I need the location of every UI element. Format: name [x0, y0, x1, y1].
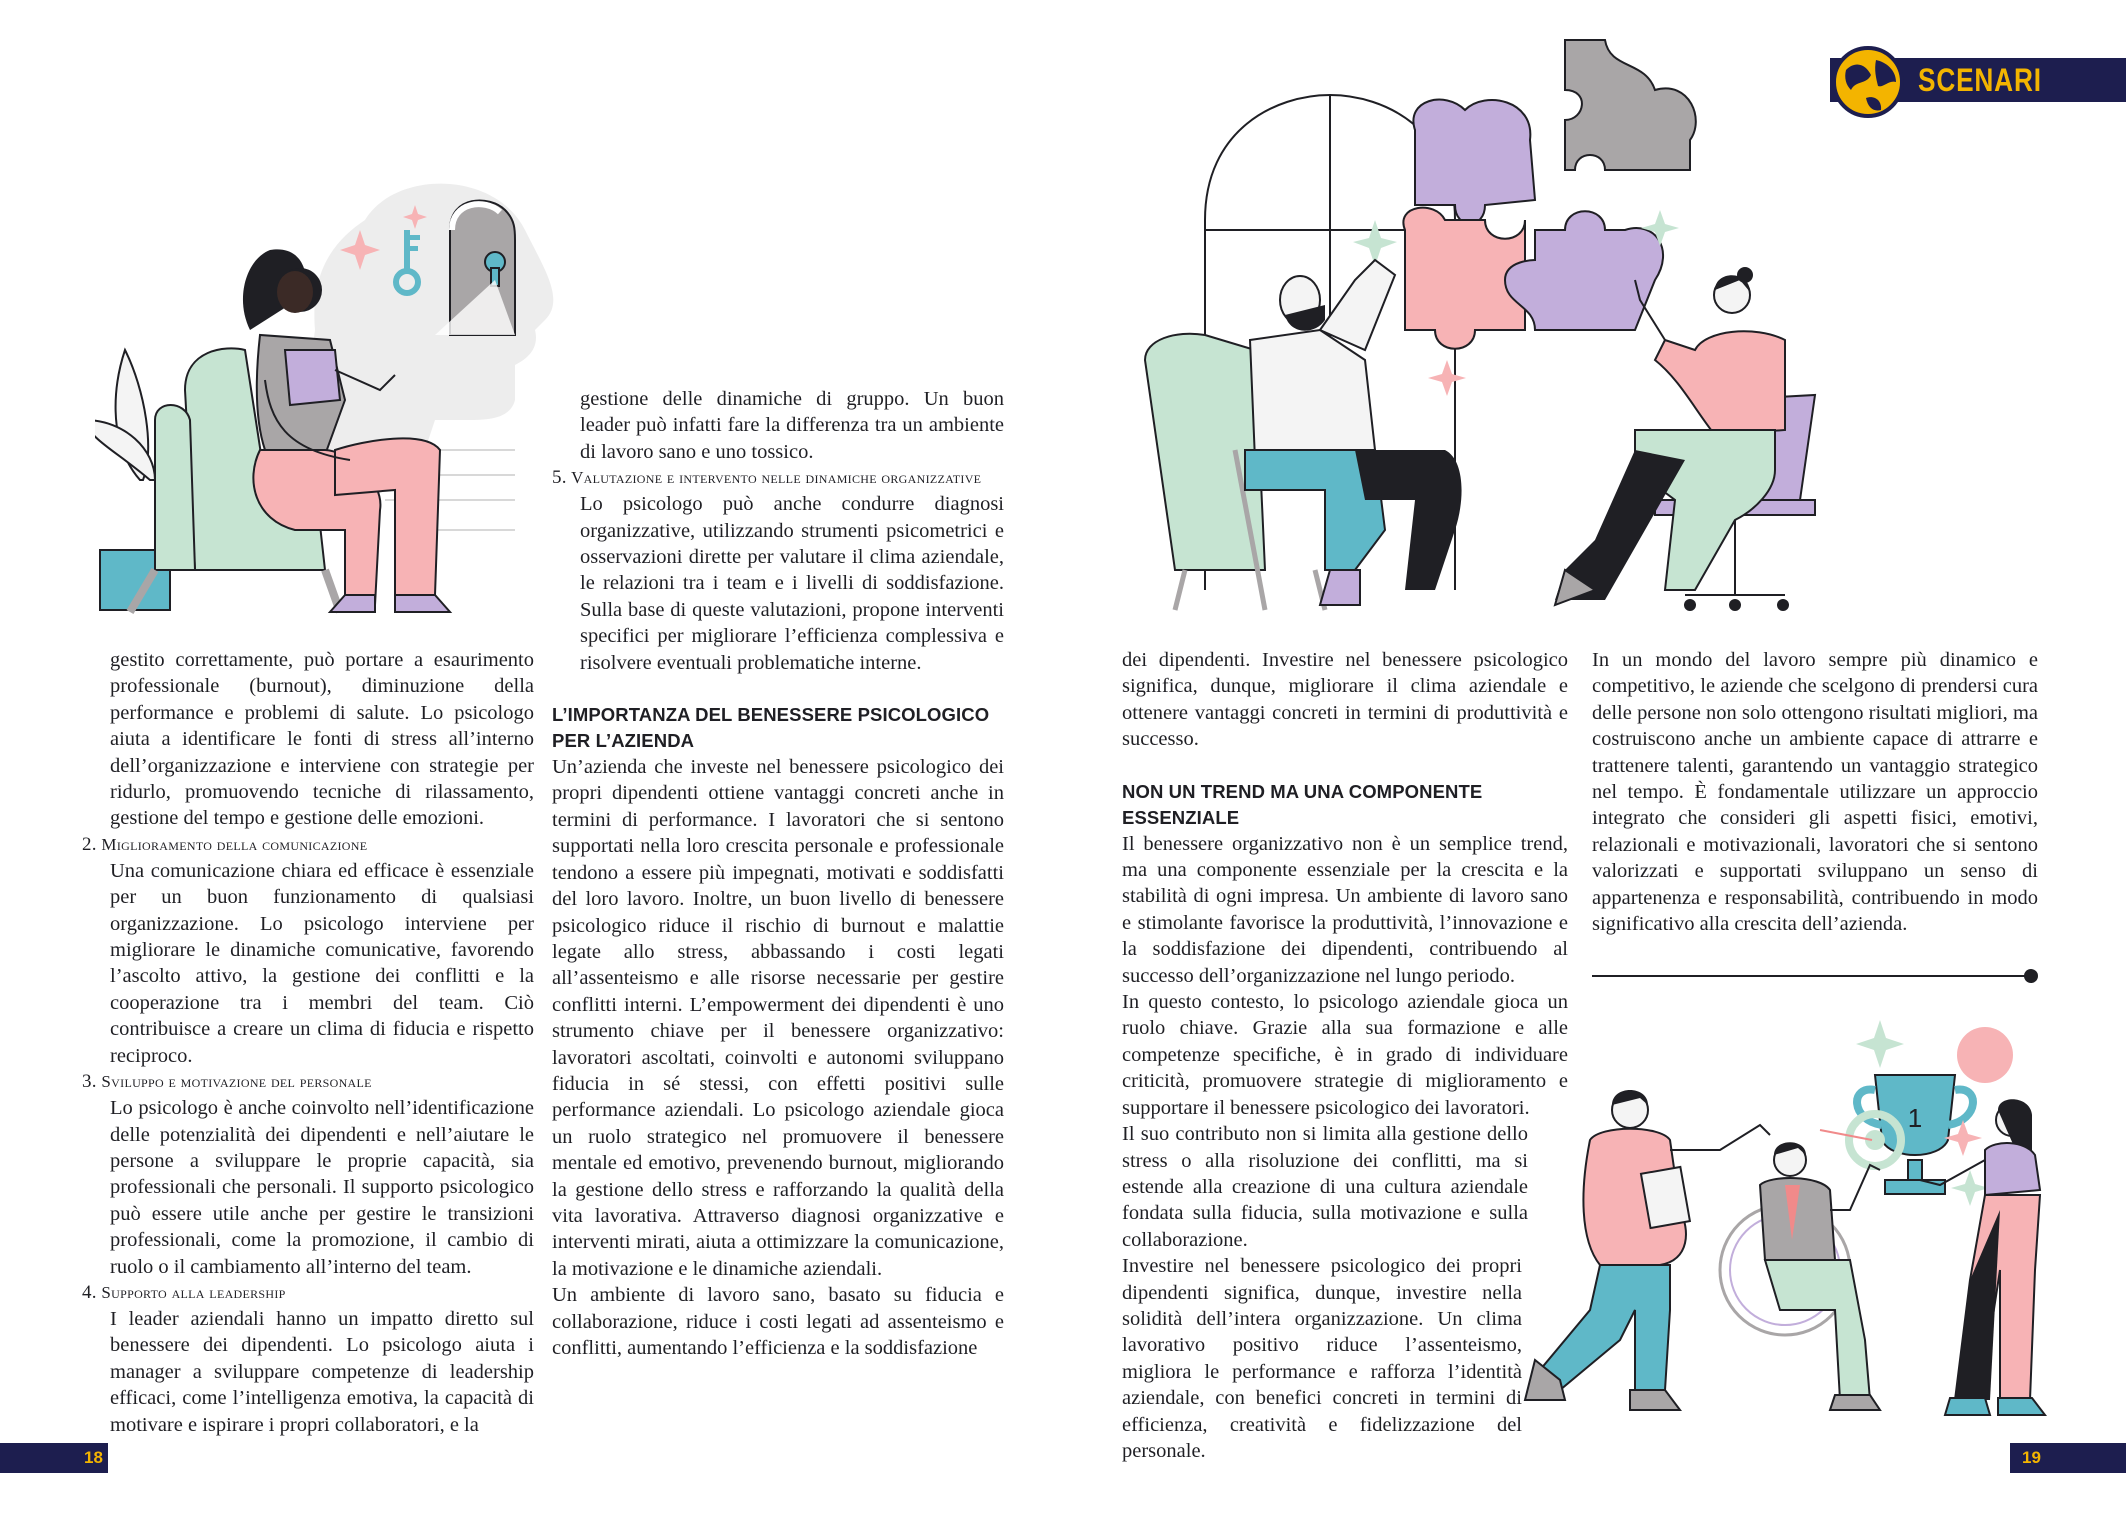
divider-dot: [2024, 969, 2038, 983]
body-paragraph: dei dipendenti. Investire nel benessere psicologico significa, dunque, migliorare il clima aziendale e ottenere vantaggi concreti in termini di produttività e successo.: [1122, 649, 1568, 751]
list-item-heading: 2. Miglioramento della comunicazione: [82, 833, 368, 855]
sparkle-icon: [1428, 360, 1466, 396]
divider-rule: [1592, 975, 2032, 977]
right-column-1: [1122, 647, 1568, 1464]
list-item-body: Lo psicologo può anche condurre diagnosi organizzative, utilizzando strumenti psicometrici e osservazioni dirette per valutare il clima aziendale, le relazioni tra i team e i livelli di soddisfazione. Sulla base di queste valutazioni, propone interventi specifici per migliorare l’efficienza complessiva e risolvere eventuali problematiche interne.: [580, 493, 1004, 674]
left-column-1: [82, 647, 534, 1438]
globe-icon: [1826, 40, 1910, 124]
list-item-body: Una comunicazione chiara ed efficace è essenziale per un buon funzionamento di qualsiasi organizzazione. Lo psicologo interviene per migliorare le dinamiche comunicative, favorendo l’ascolto attivo, la gestione dei conflitti e la cooperazione tra i membri del team. Ciò contribuisce a creare un clima di fiducia e rispetto reciproco.: [110, 859, 534, 1067]
left-column-2: [552, 386, 1004, 1361]
body-paragraph: Un’azienda che investe nel benessere psicologico dei propri dipendenti ottiene vantaggi concreti anche in termini di performance. I lavoratori che si sentono supportati nella loro crescita personale e professionale tendono a essere più impegnati, motivati e soddisfatti del loro lavoro. Inoltre, un buon livello di benessere psicologico riduce il rischio di burnout e malattie legate allo stress, abbassando i costi legati all’assenteismo e alle risorse necessarie per gestire conflitti interni. L’empowerment dei dipendenti è uno strumento chiave per il benessere organizzativo: lavoratori ascoltati, coinvolti e autonomi sviluppano fiducia in sé stessi, con effetti positivi sulle performance aziendali. Lo psicologo aziendale gioca un ruolo strategico nel promuovere il benessere mentale ed emotivo, prevenendo burnout, migliorando la gestione dello stress e rafforzando la qualità della vita lavorativa. Attraverso diagnosi organizzative e interventi mirati, aiuta a ottimizzare la comunicazione, la motivazione e le dinamiche aziendali.: [552, 756, 1004, 1280]
list-item-body: I leader aziendali hanno un impatto diretto sul benessere dei dipendenti. Lo psicologo aiuta i manager a sviluppare competenze di leadership efficaci, come l’intelligenza emotiva, la capacità di motivare e ispirare i propri collaboratori, e la: [110, 1307, 534, 1436]
puzzle-piece: [1565, 40, 1696, 170]
woman-key-illustration: [95, 150, 625, 615]
list-item-heading: 5. Valutazione e intervento nelle dinamiche organizzative: [552, 467, 982, 489]
list-item-heading: 3. Sviluppo e motivazione del personale: [82, 1071, 372, 1093]
body-paragraph: In un mondo del lavoro sempre più dinamico e competitivo, le aziende che scelgono di prendersi cura delle persone non solo ottengono risultati migliori, ma costruiscono anche un ambiente capace di attrarre e trattenere talenti, garantendo un vantaggio strategico nel tempo. È fondamentale utilizzare un approccio integrato che consideri gli aspetti fisici, emotivi, relazionali e motivazionali, lavoratori che si sentono valorizzati e supportati sviluppano un senso di appartenenza e responsabilità, contribuendo in modo significativo alla crescita dell’azienda.: [1592, 649, 2038, 936]
folio-bar-left: [0, 1443, 108, 1473]
sparkle-icon: [1856, 1020, 1904, 1068]
list-item-body: Lo psicologo è anche coinvolto nell’identificazione delle potenzialità dei dipendenti e nell’aiutare le persone a sviluppare le proprie capacità, sia professionali che personali. Il supporto psicologico può essere utile anche per gestire le transizioni professionali, come la promozione, il cambio di ruolo o il cambiamento all’interno del team.: [110, 1097, 534, 1278]
section-heading: NON UN TREND MA UNA COMPONENTE ESSENZIALE: [1122, 780, 1483, 828]
puzzle-piece: [1413, 100, 1535, 224]
puzzle-brain-illustration: [1135, 30, 1875, 620]
page-number: 19: [2022, 1448, 2041, 1467]
team-trophy-illustration: [1520, 1010, 2080, 1430]
body-paragraph: In questo contesto, lo psicologo aziendale gioca un ruolo chiave. Grazie alla sua formazione e alle competenze specifiche, è in grado di individuare criticità, promuovere strategie di miglioramento e supportare il benessere psicologico dei lavoratori.: [1122, 991, 1568, 1119]
body-paragraph: Investire nel benessere psicologico dei propri dipendenti significa, dunque, investire nella solidità dell’intera organizzazione. Un clima lavorativo positivo riduce l’assenteismo, migliora le performance e rafforza l’identità aziendale, con benefici concreti in termini di efficienza, creatività e fidelizzazione del personale.: [1122, 1255, 1522, 1462]
puzzle-piece: [1505, 211, 1663, 330]
section-label: SCENARI: [1918, 62, 2042, 98]
list-item-heading: 4. Supporto alla leadership: [82, 1281, 286, 1303]
right-column-2: [1592, 647, 2038, 937]
body-paragraph: Un ambiente di lavoro sano, basato su fiducia e collaborazione, riduce i costi legati ad assenteismo e conflitti, aumentando l’efficienza e la soddisfazione: [552, 1284, 1004, 1359]
intro-paragraph: gestito correttamente, può portare a esaurimento professionale (burnout), diminuzione della performance e problemi di salute. Lo psicologo aiuta a identificare le fonti di stress all’interno dell’organizzazione e interviene con strategie per ridurlo, promuovendo tecniche di rilassamento, gestione del tempo e gestione delle emozioni.: [110, 649, 534, 830]
body-paragraph: Il suo contributo non si limita alla gestione dello stress o alla risoluzione dei conflitti, ma si estende alla creazione di una cultura aziendale fondata sulla fiducia, sulla motivazione e sulla collaborazione.: [1122, 1123, 1528, 1251]
body-paragraph: Il benessere organizzativo non è un semplice trend, ma una componente essenziale per la crescita e la stabilità di ogni impresa. Un ambiente di lavoro sano e stimolante favorisce la produttività, l’innovazione e la soddisfazione dei dipendenti, contribuendo al successo dell’organizzazione nel lungo periodo.: [1122, 832, 1568, 987]
trophy-number: 1: [1907, 1103, 1923, 1133]
page-number: 18: [84, 1448, 103, 1467]
section-heading: L’IMPORTANZA DEL BENESSERE PSICOLOGICO PER L’AZIENDA: [552, 704, 990, 752]
list-item-body: gestione delle dinamiche di gruppo. Un buon leader può infatti fare la differenza tra un ambiente di lavoro sano e uno tossico.: [580, 388, 1004, 463]
folio-bar-right: [2010, 1443, 2126, 1473]
